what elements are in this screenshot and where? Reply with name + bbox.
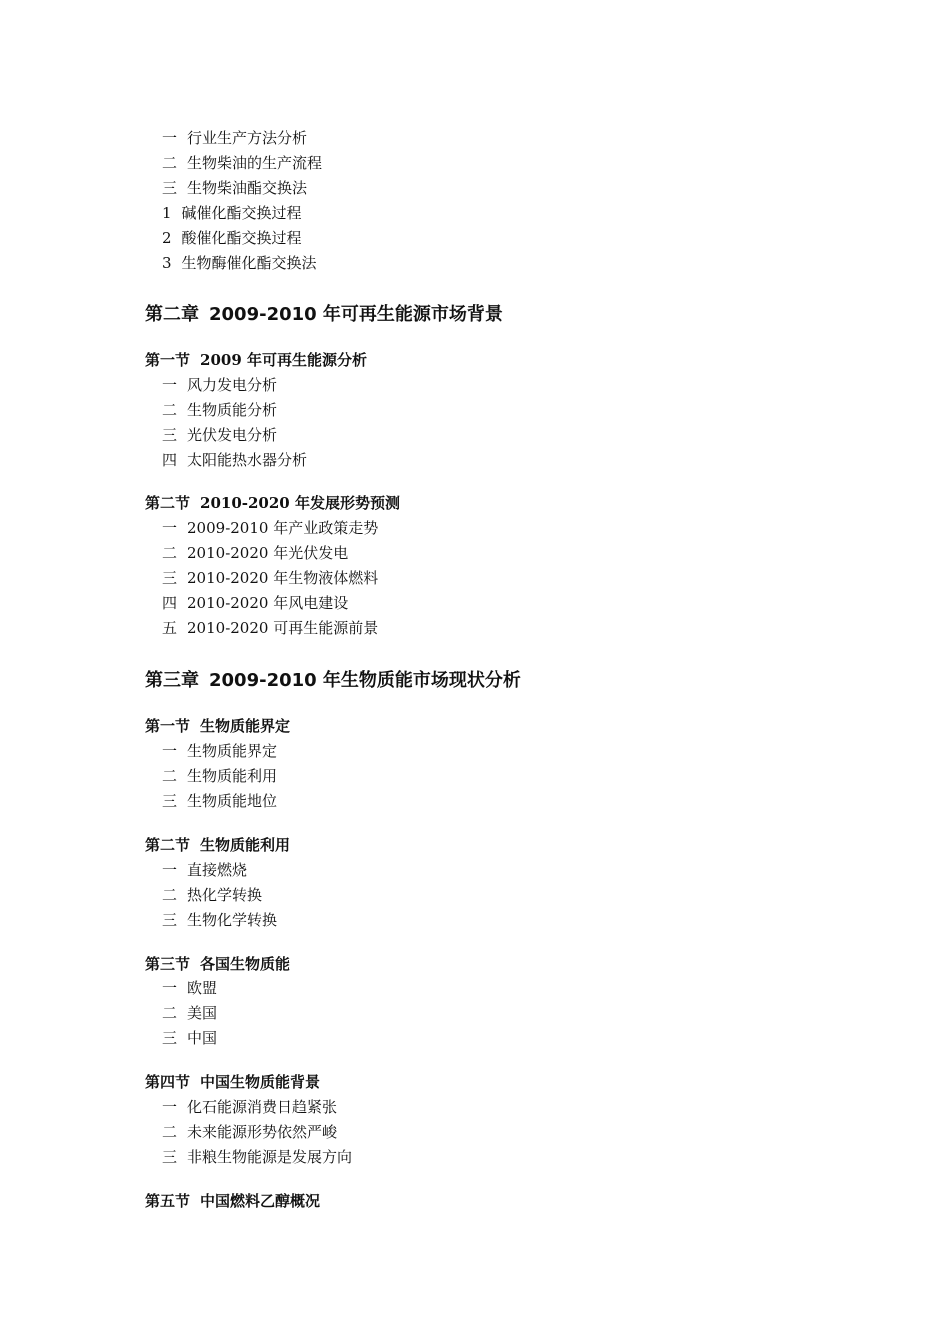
toc-item: 一 2009-2010 年产业政策走势 bbox=[162, 519, 379, 537]
toc-item: 二 生物质能利用 bbox=[162, 767, 278, 785]
section-heading: 第三节 各国生物质能 bbox=[145, 955, 291, 973]
toc-item: 一 生物质能界定 bbox=[162, 742, 278, 760]
toc-item: 一 化石能源消费日趋紧张 bbox=[162, 1098, 338, 1116]
toc-item: 三 中国 bbox=[162, 1029, 218, 1047]
section-heading: 第二节 2010-2020 年发展形势预测 bbox=[145, 494, 400, 512]
section-heading: 第二节 生物质能利用 bbox=[145, 836, 291, 854]
toc-item: 二 2010-2020 年光伏发电 bbox=[162, 544, 349, 562]
section-heading: 第一节 生物质能界定 bbox=[145, 717, 291, 735]
toc-item: 三 生物柴油酯交换法 bbox=[162, 179, 308, 197]
toc-item: 三 2010-2020 年生物液体燃料 bbox=[162, 569, 379, 587]
toc-item: 五 2010-2020 可再生能源前景 bbox=[162, 619, 379, 637]
toc-item: 1 碱催化酯交换过程 bbox=[162, 204, 302, 222]
toc-item: 2 酸催化酯交换过程 bbox=[162, 229, 302, 247]
toc-item: 一 欧盟 bbox=[162, 979, 218, 997]
section-heading: 第四节 中国生物质能背景 bbox=[145, 1073, 321, 1091]
section-heading: 第五节 中国燃料乙醇概况 bbox=[145, 1192, 321, 1210]
toc-item: 一 直接燃烧 bbox=[162, 861, 248, 879]
section-heading: 第一节 2009 年可再生能源分析 bbox=[145, 351, 367, 369]
toc-item: 二 生物质能分析 bbox=[162, 401, 278, 419]
toc-item: 二 未来能源形势依然严峻 bbox=[162, 1123, 338, 1141]
toc-item: 3 生物酶催化酯交换法 bbox=[162, 254, 317, 272]
toc-item: 二 生物柴油的生产流程 bbox=[162, 154, 323, 172]
toc-item: 二 美国 bbox=[162, 1004, 218, 1022]
toc-item: 三 生物质能地位 bbox=[162, 792, 278, 810]
toc-item: 三 光伏发电分析 bbox=[162, 426, 278, 444]
toc-item: 一 行业生产方法分析 bbox=[162, 129, 308, 147]
toc-item: 二 热化学转换 bbox=[162, 886, 263, 904]
chapter-heading: 第三章 2009-2010 年生物质能市场现状分析 bbox=[145, 670, 521, 691]
toc-item: 一 风力发电分析 bbox=[162, 376, 278, 394]
toc-item: 四 太阳能热水器分析 bbox=[162, 451, 308, 469]
toc-item: 三 生物化学转换 bbox=[162, 911, 278, 929]
toc-item: 三 非粮生物能源是发展方向 bbox=[162, 1148, 353, 1166]
toc-item: 四 2010-2020 年风电建设 bbox=[162, 594, 349, 612]
chapter-heading: 第二章 2009-2010 年可再生能源市场背景 bbox=[145, 304, 503, 325]
